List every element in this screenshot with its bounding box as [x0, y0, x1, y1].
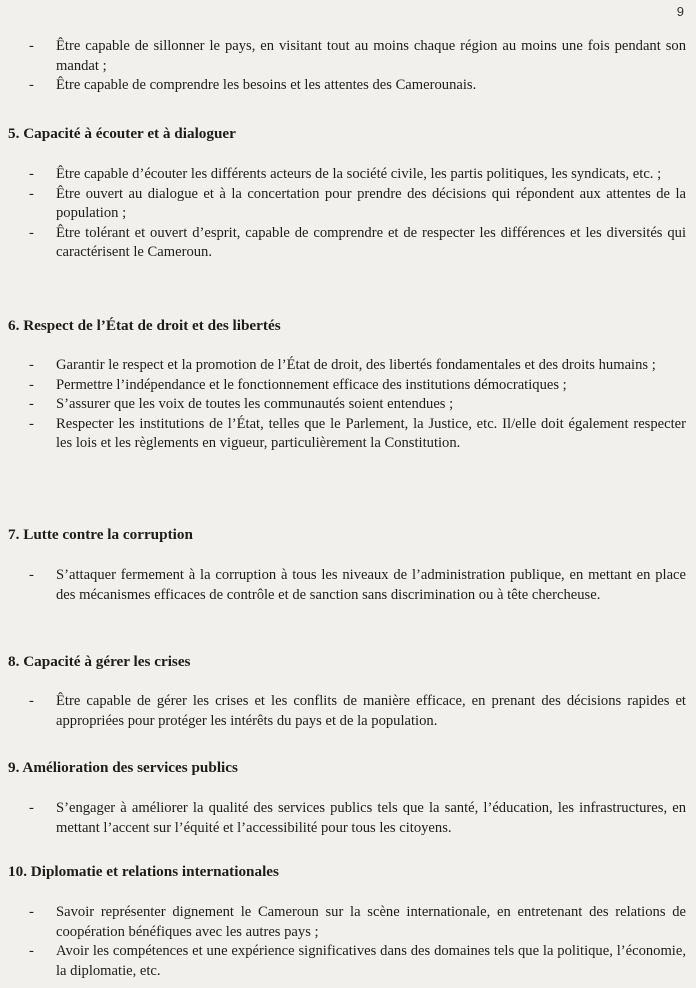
list-item: - Savoir représenter dignement le Cameroun sur la scène internationale, en entretenant des relations de coopération bénéfiques avec les autres pays ; [29, 904, 686, 940]
bullet-list [24, 799, 686, 838]
section-7-items [24, 566, 686, 605]
section-6-items [24, 356, 686, 454]
section-title: 7. Lutte contre la corruption [8, 526, 193, 543]
dash-bullet: - [29, 904, 34, 920]
bullet-list [24, 165, 686, 263]
bullet-list [24, 692, 686, 731]
list-item: - Permettre l’indépendance et le fonctionnement efficace des institutions démocratiques ; [24, 376, 686, 396]
section-9 [8, 758, 686, 778]
list-item: - Être ouvert au dialogue et à la concertation pour prendre des décisions qui répondent aux attentes de la population ; [29, 185, 686, 221]
section-title: 8. Capacité à gérer les crises [8, 653, 191, 670]
section-10 [8, 862, 686, 882]
list-item: - Être capable de gérer les crises et les conflits de manière efficace, en prenant des décisions rapides et appropriées pour protéger les intérêts du pays et de la population. [29, 693, 686, 729]
list-item: - Garantir le respect et la promotion de l’État de droit, des libertés fondamentales et des droits humains ; [24, 356, 686, 376]
section-9-items [24, 799, 686, 838]
dash-bullet: - [29, 415, 34, 432]
dash-bullet: - [29, 693, 34, 709]
list-item: - S’engager à améliorer la qualité des services publics tels que la santé, l’éducation, les infrastructures, en mettant l’accent sur l’équité et l’accessibilité pour tous les citoyens. [29, 800, 686, 836]
bullet-list [24, 356, 686, 454]
section-8-items [24, 692, 686, 731]
list-item: - Être capable d’écouter les différents acteurs de la société civile, les partis politiques, les syndicats, etc. ; [24, 165, 686, 185]
section-6 [8, 316, 686, 336]
bullet-list [24, 37, 686, 96]
dash-bullet: - [29, 185, 34, 202]
section-title: 10. Diplomatie et relations internationales [8, 863, 279, 880]
dash-bullet: - [29, 224, 34, 241]
section-title: 5. Capacité à écouter et à dialoguer [8, 125, 236, 142]
bullet-list [24, 903, 686, 981]
section-7 [8, 525, 686, 545]
list-item: - Être capable de comprendre les besoins et les attentes des Camerounais. [24, 76, 686, 96]
dash-bullet: - [29, 166, 34, 182]
section-title: 6. Respect de l’État de droit et des libertés [8, 317, 281, 334]
dash-bullet: - [29, 77, 34, 93]
dash-bullet: - [29, 943, 34, 959]
section-title: 9. Amélioration des services publics [8, 759, 238, 776]
dash-bullet: - [29, 567, 34, 583]
bullet-list [24, 566, 686, 605]
list-item: - Être capable de sillonner le pays, en visitant tout au moins chaque région au moins une fois pendant son mandat ; [29, 38, 686, 74]
list-item: - Être tolérant et ouvert d’esprit, capable de comprendre et de respecter les différences et les diversités qui caractérisent le Cameroun. [29, 224, 686, 260]
dash-bullet: - [29, 38, 34, 54]
dash-bullet: - [29, 376, 34, 393]
list-item: - Avoir les compétences et une expérience significatives dans des domaines tels que la politique, l’économie, la diplomatie, etc. [29, 943, 686, 979]
list-item: - S’attaquer fermement à la corruption à tous les niveaux de l’administration publique, en mettant en place des mécanismes efficaces de contrôle et de sanction sans discrimination ou à tête chercheuse. [29, 567, 686, 603]
section-10-items [24, 903, 686, 981]
section-8 [8, 652, 686, 672]
dash-bullet: - [29, 800, 34, 816]
page-number: 9 [676, 4, 684, 19]
section-5-items [24, 165, 686, 263]
intro-continued [24, 37, 686, 96]
section-5 [8, 124, 686, 144]
dash-bullet: - [29, 357, 34, 373]
list-item: - S’assurer que les voix de toutes les communautés soient entendues ; [24, 395, 686, 415]
dash-bullet: - [29, 396, 34, 412]
list-item: - Respecter les institutions de l’État, telles que le Parlement, la Justice, etc. Il/elle doit également respecter les lois et les règlements en vigueur, particulièrement la Constitution. [29, 415, 686, 451]
